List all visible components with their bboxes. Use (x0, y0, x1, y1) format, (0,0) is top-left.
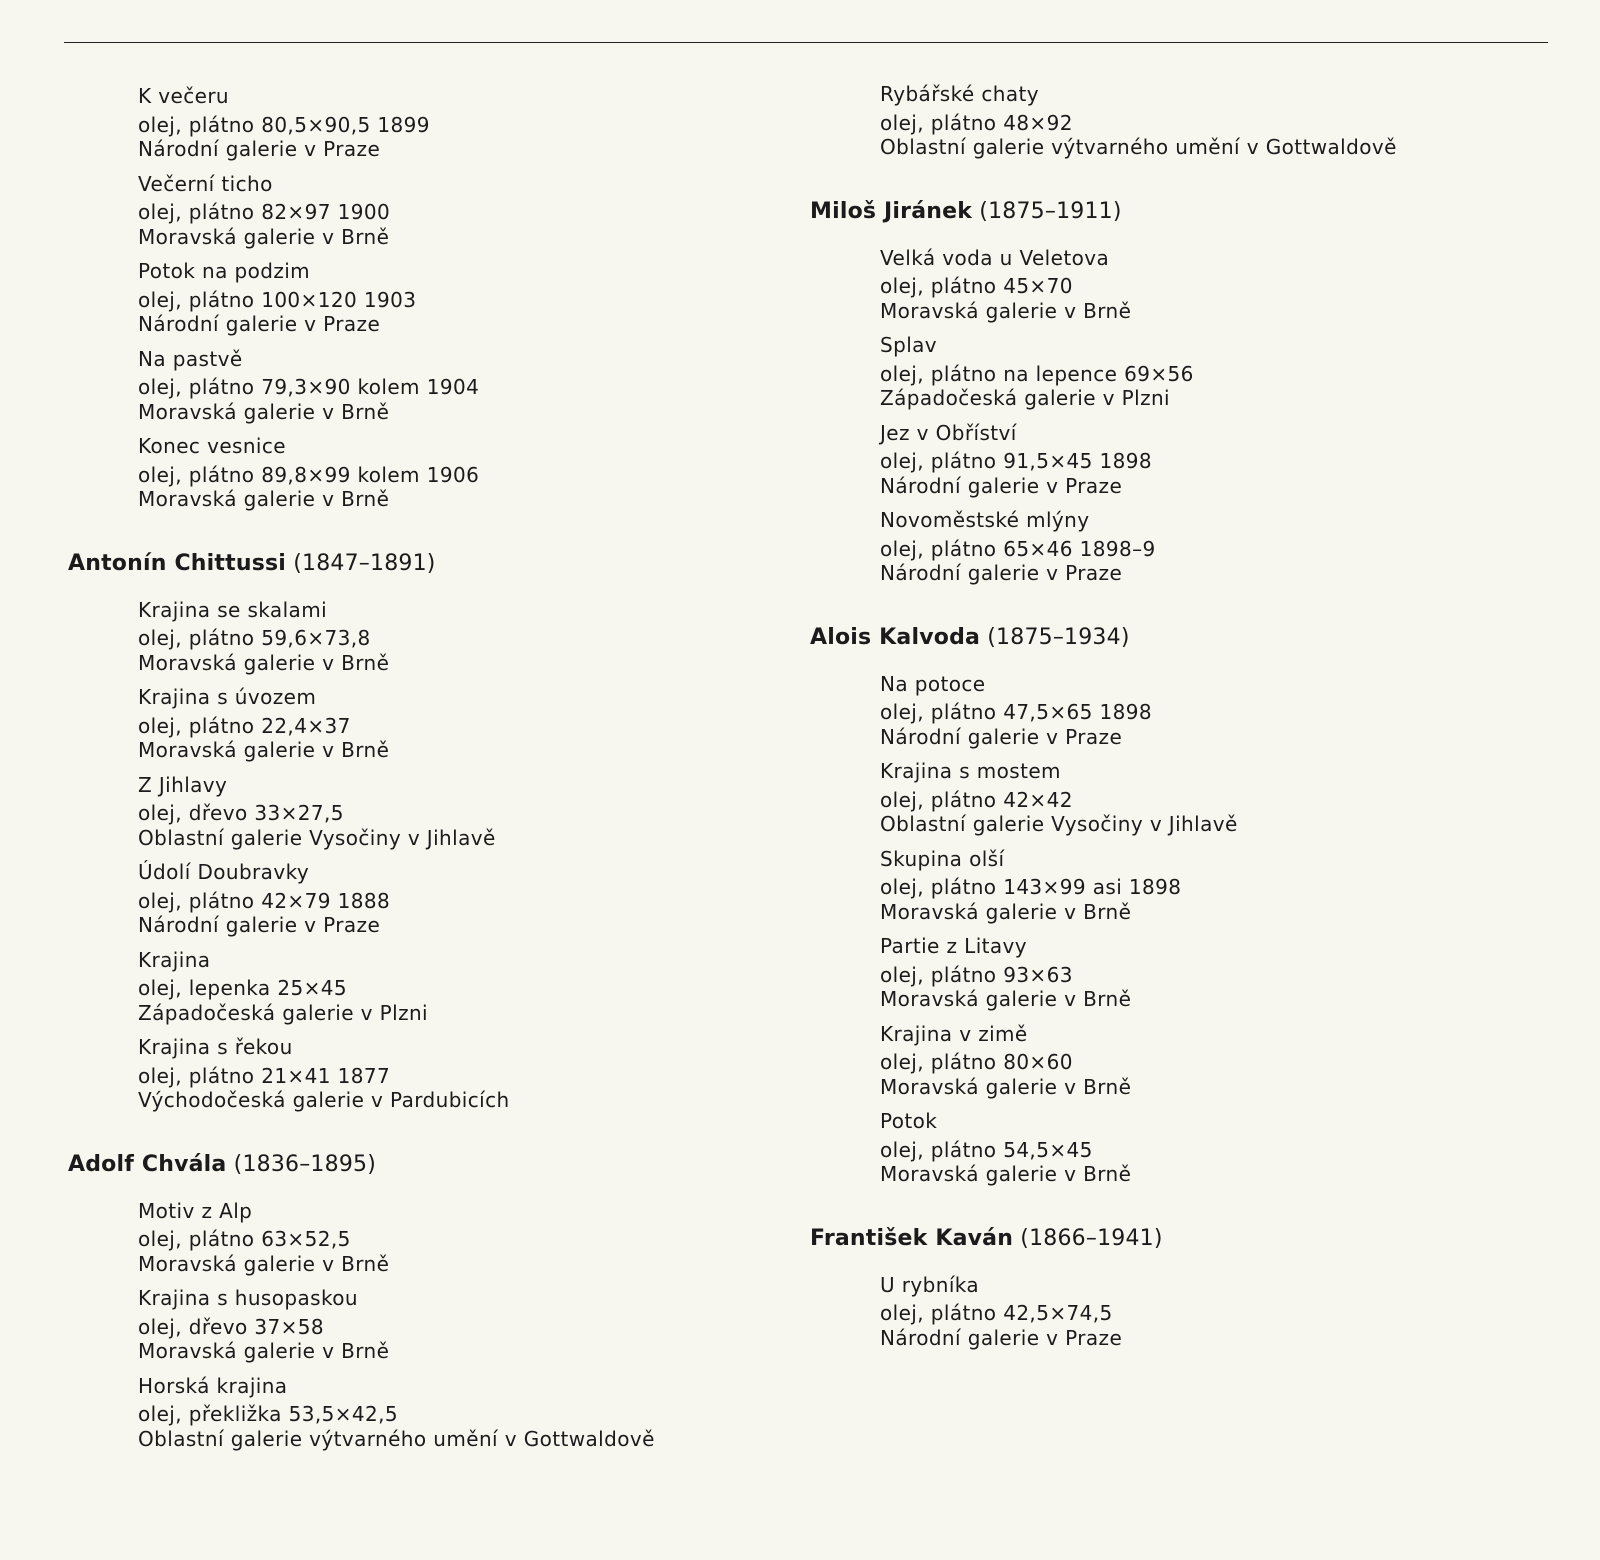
catalog-entry (138, 1374, 788, 1452)
catalog-entry (880, 934, 1550, 1012)
artist-name: Alois Kalvoda (810, 624, 981, 650)
entry-title: K večeru (138, 84, 230, 108)
artist-section-continued (810, 82, 1550, 160)
entry-details: olej, plátno 93×63 (880, 962, 1073, 987)
entry-details: olej, plátno 22,4×37 (138, 713, 351, 738)
right-column (810, 82, 1550, 1360)
entry-details: olej, plátno 79,3×90 kolem 1904 (138, 375, 480, 399)
entry-location: Západočeská galerie v Plzni (880, 386, 1170, 410)
entry-title: Na pastvě (138, 346, 243, 371)
catalog-entry (138, 685, 788, 763)
catalog-entry (880, 1273, 1550, 1351)
entry-location: Moravská galerie v Brně (138, 1251, 390, 1276)
entry-details: olej, plátno 100×120 1903 (138, 287, 417, 312)
catalog-entry (138, 259, 788, 337)
entry-location: Národní galerie v Praze (880, 473, 1123, 498)
catalog-entry (880, 508, 1550, 586)
artist-section-continued (68, 84, 788, 512)
artist-name: Antonín Chittussi (68, 550, 287, 576)
entry-details: olej, plátno 89,8×99 kolem 1906 (138, 462, 480, 487)
entry-title: Na potoce (880, 671, 986, 696)
catalog-entry (138, 1286, 788, 1364)
artist-heading (68, 550, 788, 578)
artist-heading (810, 1225, 1550, 1253)
entry-details: olej, plátno 48×92 (880, 110, 1073, 135)
artist-name: František Kaván (810, 1225, 1014, 1251)
catalog-entry (138, 1035, 788, 1113)
entry-location: Národní galerie v Praze (138, 137, 381, 161)
entry-location: Moravská galerie v Brně (138, 224, 390, 249)
entry-title: Partie z Litavy (880, 934, 1028, 958)
entry-title: Krajina s husopaskou (138, 1286, 358, 1310)
entry-title: Potok na podzim (138, 259, 311, 283)
catalog-entry (138, 434, 788, 512)
entry-location: Moravská galerie v Brně (880, 1162, 1132, 1186)
catalog-entry (138, 347, 788, 425)
catalog-entry (880, 333, 1550, 411)
catalog-entry (138, 84, 788, 162)
entry-details: olej, plátno 91,5×45 1898 (880, 449, 1152, 473)
entry-title: Novoměstské mlýny (880, 508, 1090, 532)
artist-name: Miloš Jiránek (810, 198, 973, 224)
entry-location: Moravská galerie v Brně (880, 1074, 1132, 1099)
top-rule (64, 42, 1548, 43)
artist-section-chittussi (68, 550, 788, 1113)
entry-title: Večerní ticho (138, 171, 273, 196)
entry-location: Východočeská galerie v Pardubicích (138, 1088, 510, 1112)
entry-details: olej, plátno 42×79 1888 (138, 888, 391, 913)
entry-details: olej, plátno 42,5×74,5 (880, 1301, 1113, 1325)
entry-location: Národní galerie v Praze (880, 724, 1123, 749)
entry-title: Z Jihlavy (138, 772, 228, 797)
artist-years: (1836–1895) (233, 1151, 376, 1177)
catalog-entry (138, 1199, 788, 1277)
artist-section-jiranek (810, 198, 1550, 586)
entry-title: Splav (880, 333, 938, 357)
catalog-entry (138, 860, 788, 938)
entry-title: Konec vesnice (138, 434, 286, 458)
entry-location: Oblastní galerie výtvarného umění v Gottwaldově (880, 135, 1397, 159)
entry-details: olej, plátno 143×99 asi 1898 (880, 875, 1182, 899)
entry-location: Západočeská galerie v Plzni (138, 1000, 428, 1025)
entry-title: Krajina s úvozem (138, 685, 317, 709)
entry-location: Moravská galerie v Brně (138, 650, 390, 675)
catalog-entry (880, 421, 1550, 499)
entry-details: olej, plátno 54,5×45 (880, 1137, 1093, 1162)
entry-location: Moravská galerie v Brně (880, 298, 1132, 323)
entry-location: Moravská galerie v Brně (138, 399, 390, 424)
entry-title: Rybářské chaty (880, 82, 1039, 106)
catalog-entry (880, 847, 1550, 925)
catalog-entry (138, 172, 788, 250)
entry-details: olej, plátno na lepence 69×56 (880, 361, 1194, 386)
catalog-entry (138, 598, 788, 676)
artist-years: (1875–1911) (979, 198, 1122, 224)
entry-details: olej, plátno 63×52,5 (138, 1227, 351, 1251)
catalog-entry (880, 672, 1550, 750)
entry-location: Moravská galerie v Brně (138, 1339, 390, 1363)
entry-location: Národní galerie v Praze (138, 312, 381, 336)
entry-details: olej, plátno 45×70 (880, 274, 1073, 298)
catalog-entry (880, 246, 1550, 324)
artist-section-kalvoda (810, 624, 1550, 1187)
entry-details: olej, lepenka 25×45 (138, 976, 348, 1000)
entry-title: Motiv z Alp (138, 1198, 253, 1223)
artist-heading (810, 198, 1550, 226)
artist-section-chvala (68, 1151, 788, 1452)
artist-years: (1847–1891) (293, 550, 436, 576)
catalog-entry (138, 773, 788, 851)
artist-heading (68, 1151, 788, 1179)
entry-details: olej, dřevo 33×27,5 (138, 801, 344, 825)
entry-title: Krajina s mostem (880, 759, 1061, 783)
artist-years: (1866–1941) (1020, 1225, 1163, 1251)
entry-details: olej, plátno 47,5×65 1898 (880, 700, 1152, 724)
entry-details: olej, plátno 65×46 1898–9 (880, 536, 1156, 561)
entry-title: Jez v Obříství (880, 420, 1017, 445)
entry-title: Horská krajina (138, 1373, 288, 1398)
entry-details: olej, překližka 53,5×42,5 (138, 1402, 399, 1426)
entry-location: Národní galerie v Praze (880, 561, 1123, 585)
entry-details: olej, plátno 59,6×73,8 (138, 626, 371, 650)
entry-location: Oblastní galerie výtvarného umění v Gottwaldově (138, 1426, 655, 1451)
entry-details: olej, dřevo 37×58 (138, 1314, 325, 1339)
entry-location: Národní galerie v Praze (138, 913, 381, 937)
entry-location: Moravská galerie v Brně (880, 899, 1132, 924)
entry-title: Skupina olší (880, 846, 1005, 871)
entry-title: Krajina (138, 947, 211, 972)
artist-name: Adolf Chvála (68, 1151, 227, 1177)
entry-title: U rybníka (880, 1272, 980, 1297)
entry-title: Krajina se skalami (138, 597, 328, 622)
entry-title: Krajina s řekou (138, 1035, 293, 1059)
artist-heading (810, 624, 1550, 652)
entry-details: olej, plátno 80,5×90,5 1899 (138, 112, 430, 137)
entry-location: Moravská galerie v Brně (138, 487, 390, 511)
entry-title: Údolí Doubravky (138, 860, 310, 884)
entry-title: Potok (880, 1109, 938, 1133)
entry-details: olej, plátno 80×60 (880, 1050, 1073, 1074)
catalog-entry (880, 1109, 1550, 1187)
entry-location: Národní galerie v Praze (880, 1325, 1123, 1350)
entry-location: Oblastní galerie Vysočiny v Jihlavě (138, 825, 496, 850)
entry-details: olej, plátno 82×97 1900 (138, 200, 391, 224)
entry-details: olej, plátno 21×41 1877 (138, 1063, 391, 1088)
artist-years: (1875–1934) (987, 624, 1130, 650)
entry-title: Velká voda u Veletova (880, 245, 1110, 270)
entry-title: Krajina v zimě (880, 1021, 1028, 1046)
entry-details: olej, plátno 42×42 (880, 787, 1073, 812)
artist-section-kavan (810, 1225, 1550, 1351)
catalog-entry (880, 82, 1550, 160)
catalog-entry (138, 948, 788, 1026)
catalog-entry (880, 1022, 1550, 1100)
entry-location: Oblastní galerie Vysočiny v Jihlavě (880, 812, 1238, 836)
catalog-entry (880, 759, 1550, 837)
entry-location: Moravská galerie v Brně (138, 738, 390, 762)
left-column (68, 84, 788, 1461)
entry-location: Moravská galerie v Brně (880, 987, 1132, 1011)
